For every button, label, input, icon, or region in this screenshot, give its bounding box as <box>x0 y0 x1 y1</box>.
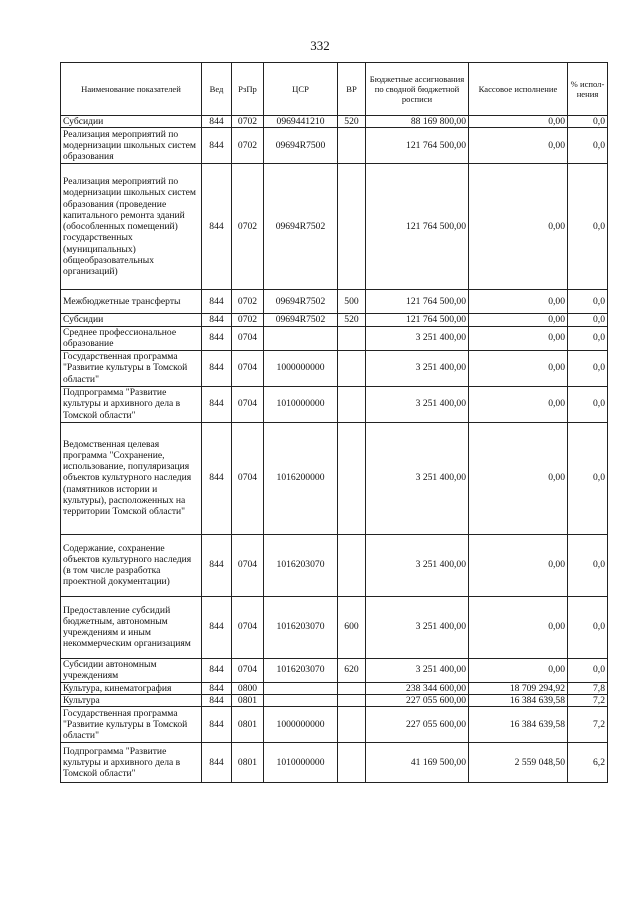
header-vr: ВР <box>338 63 366 116</box>
cell-execution: 0,00 <box>469 128 568 164</box>
cell-rzpr: 0704 <box>232 422 264 534</box>
cell-allocations: 3 251 400,00 <box>366 422 469 534</box>
cell-allocations: 227 055 600,00 <box>366 694 469 706</box>
cell-execution: 2 559 048,50 <box>469 743 568 783</box>
header-allocations: Бюджетные ассигнования по сводной бюджетной росписи <box>366 63 469 116</box>
cell-percent: 0,0 <box>568 164 608 290</box>
cell-execution: 0,00 <box>469 164 568 290</box>
cell-percent: 0,0 <box>568 128 608 164</box>
cell-percent: 0,0 <box>568 326 608 350</box>
table-row <box>61 596 608 658</box>
cell-rzpr: 0801 <box>232 707 264 743</box>
cell-csr <box>264 682 338 694</box>
cell-ved: 844 <box>202 290 232 314</box>
table-body <box>61 116 608 783</box>
cell-allocations: 41 169 500,00 <box>366 743 469 783</box>
table-header-row <box>61 63 608 116</box>
cell-rzpr: 0704 <box>232 596 264 658</box>
table-row <box>61 682 608 694</box>
cell-allocations: 121 764 500,00 <box>366 290 469 314</box>
cell-vr <box>338 422 366 534</box>
table-row <box>61 326 608 350</box>
cell-vr <box>338 743 366 783</box>
cell-rzpr: 0704 <box>232 326 264 350</box>
cell-execution: 0,00 <box>469 290 568 314</box>
cell-csr: 1016203070 <box>264 534 338 596</box>
cell-csr: 1000000000 <box>264 707 338 743</box>
cell-ved: 844 <box>202 422 232 534</box>
cell-allocations: 238 344 600,00 <box>366 682 469 694</box>
cell-execution: 0,00 <box>469 326 568 350</box>
cell-name: Государственная программа "Развитие культуры в Томской области" <box>61 707 202 743</box>
cell-ved: 844 <box>202 707 232 743</box>
cell-csr: 1016203070 <box>264 596 338 658</box>
cell-vr: 500 <box>338 290 366 314</box>
cell-vr <box>338 534 366 596</box>
cell-execution: 0,00 <box>469 534 568 596</box>
cell-ved: 844 <box>202 350 232 386</box>
cell-allocations: 88 169 800,00 <box>366 116 469 128</box>
cell-allocations: 121 764 500,00 <box>366 128 469 164</box>
cell-csr: 1016200000 <box>264 422 338 534</box>
cell-execution: 18 709 294,92 <box>469 682 568 694</box>
cell-execution: 0,00 <box>469 314 568 326</box>
cell-vr: 600 <box>338 596 366 658</box>
cell-allocations: 3 251 400,00 <box>366 350 469 386</box>
cell-name: Субсидии автономным учреждениям <box>61 658 202 682</box>
cell-ved: 844 <box>202 386 232 422</box>
cell-execution: 0,00 <box>469 422 568 534</box>
table-row <box>61 116 608 128</box>
cell-vr <box>338 694 366 706</box>
cell-rzpr: 0704 <box>232 386 264 422</box>
cell-percent: 0,0 <box>568 534 608 596</box>
cell-name: Среднее профессиональное образование <box>61 326 202 350</box>
cell-rzpr: 0702 <box>232 290 264 314</box>
cell-rzpr: 0704 <box>232 534 264 596</box>
cell-csr: 09694R7502 <box>264 314 338 326</box>
cell-name: Культура <box>61 694 202 706</box>
cell-ved: 844 <box>202 658 232 682</box>
cell-ved: 844 <box>202 694 232 706</box>
cell-name: Ведомственная целевая программа "Сохранение, использование, популяризация объектов культурного наследия (памятников истории и культуры), расположенных на территории Томской области" <box>61 422 202 534</box>
cell-rzpr: 0801 <box>232 694 264 706</box>
cell-allocations: 121 764 500,00 <box>366 164 469 290</box>
cell-percent: 0,0 <box>568 350 608 386</box>
cell-allocations: 3 251 400,00 <box>366 658 469 682</box>
cell-allocations: 3 251 400,00 <box>366 386 469 422</box>
table-row <box>61 743 608 783</box>
cell-ved: 844 <box>202 116 232 128</box>
table-row <box>61 694 608 706</box>
cell-allocations: 3 251 400,00 <box>366 534 469 596</box>
cell-vr <box>338 350 366 386</box>
cell-execution: 16 384 639,58 <box>469 707 568 743</box>
cell-execution: 0,00 <box>469 116 568 128</box>
cell-csr: 0969441210 <box>264 116 338 128</box>
cell-name: Предоставление субсидий бюджетным, автономным учреждениям и иным некоммерческим организациям <box>61 596 202 658</box>
cell-vr <box>338 682 366 694</box>
cell-vr <box>338 386 366 422</box>
cell-percent: 0,0 <box>568 290 608 314</box>
cell-vr: 520 <box>338 314 366 326</box>
cell-name: Реализация мероприятий по модернизации школьных систем образования (проведение капитального ремонта зданий (обособленных помещений) государственных (муниципальных) общеобразовательных организаций) <box>61 164 202 290</box>
cell-ved: 844 <box>202 596 232 658</box>
cell-rzpr: 0702 <box>232 128 264 164</box>
cell-name: Реализация мероприятий по модернизации школьных систем образования <box>61 128 202 164</box>
table-row <box>61 290 608 314</box>
cell-rzpr: 0800 <box>232 682 264 694</box>
cell-rzpr: 0704 <box>232 658 264 682</box>
header-rzpr: РзПр <box>232 63 264 116</box>
cell-execution: 0,00 <box>469 350 568 386</box>
cell-name: Подпрограмма "Развитие культуры и архивного дела в Томской области" <box>61 386 202 422</box>
header-ved: Вед <box>202 63 232 116</box>
cell-ved: 844 <box>202 314 232 326</box>
cell-percent: 0,0 <box>568 386 608 422</box>
cell-percent: 0,0 <box>568 314 608 326</box>
cell-name: Субсидии <box>61 116 202 128</box>
table-row <box>61 386 608 422</box>
cell-csr: 09694R7500 <box>264 128 338 164</box>
cell-percent: 0,0 <box>568 422 608 534</box>
table-row <box>61 164 608 290</box>
cell-percent: 0,0 <box>568 596 608 658</box>
cell-rzpr: 0704 <box>232 350 264 386</box>
budget-table <box>60 62 608 783</box>
cell-percent: 0,0 <box>568 658 608 682</box>
cell-name: Субсидии <box>61 314 202 326</box>
cell-rzpr: 0801 <box>232 743 264 783</box>
header-percent: % испол-нения <box>568 63 608 116</box>
cell-csr: 1010000000 <box>264 386 338 422</box>
cell-percent: 0,0 <box>568 116 608 128</box>
cell-allocations: 227 055 600,00 <box>366 707 469 743</box>
cell-execution: 0,00 <box>469 596 568 658</box>
cell-allocations: 121 764 500,00 <box>366 314 469 326</box>
cell-csr: 09694R7502 <box>264 290 338 314</box>
cell-execution: 0,00 <box>469 658 568 682</box>
cell-percent: 7,8 <box>568 682 608 694</box>
cell-vr <box>338 128 366 164</box>
cell-allocations: 3 251 400,00 <box>366 326 469 350</box>
cell-csr: 1016203070 <box>264 658 338 682</box>
table-row <box>61 534 608 596</box>
cell-csr: 1010000000 <box>264 743 338 783</box>
cell-rzpr: 0702 <box>232 314 264 326</box>
cell-percent: 6,2 <box>568 743 608 783</box>
cell-name: Культура, кинематография <box>61 682 202 694</box>
cell-ved: 844 <box>202 534 232 596</box>
cell-rzpr: 0702 <box>232 116 264 128</box>
table-row <box>61 658 608 682</box>
cell-vr <box>338 707 366 743</box>
cell-percent: 7,2 <box>568 707 608 743</box>
cell-vr <box>338 326 366 350</box>
cell-ved: 844 <box>202 128 232 164</box>
table-row <box>61 314 608 326</box>
cell-name: Подпрограмма "Развитие культуры и архивного дела в Томской области" <box>61 743 202 783</box>
table-row <box>61 350 608 386</box>
cell-csr: 09694R7502 <box>264 164 338 290</box>
cell-percent: 7,2 <box>568 694 608 706</box>
page-number: 332 <box>310 38 330 53</box>
cell-ved: 844 <box>202 164 232 290</box>
header-name: Наименование показателей <box>61 63 202 116</box>
cell-allocations: 3 251 400,00 <box>366 596 469 658</box>
cell-csr <box>264 326 338 350</box>
cell-csr <box>264 694 338 706</box>
cell-execution: 0,00 <box>469 386 568 422</box>
table-row <box>61 422 608 534</box>
cell-rzpr: 0702 <box>232 164 264 290</box>
cell-vr <box>338 164 366 290</box>
table-row <box>61 128 608 164</box>
cell-vr: 620 <box>338 658 366 682</box>
cell-name: Содержание, сохранение объектов культурного наследия (в том числе разработка проектной документации) <box>61 534 202 596</box>
cell-csr: 1000000000 <box>264 350 338 386</box>
cell-ved: 844 <box>202 326 232 350</box>
cell-ved: 844 <box>202 743 232 783</box>
cell-vr: 520 <box>338 116 366 128</box>
cell-execution: 16 384 639,58 <box>469 694 568 706</box>
cell-ved: 844 <box>202 682 232 694</box>
table-row <box>61 707 608 743</box>
cell-name: Государственная программа "Развитие культуры в Томской области" <box>61 350 202 386</box>
header-csr: ЦСР <box>264 63 338 116</box>
cell-name: Межбюджетные трансферты <box>61 290 202 314</box>
header-execution: Кассовое исполнение <box>469 63 568 116</box>
